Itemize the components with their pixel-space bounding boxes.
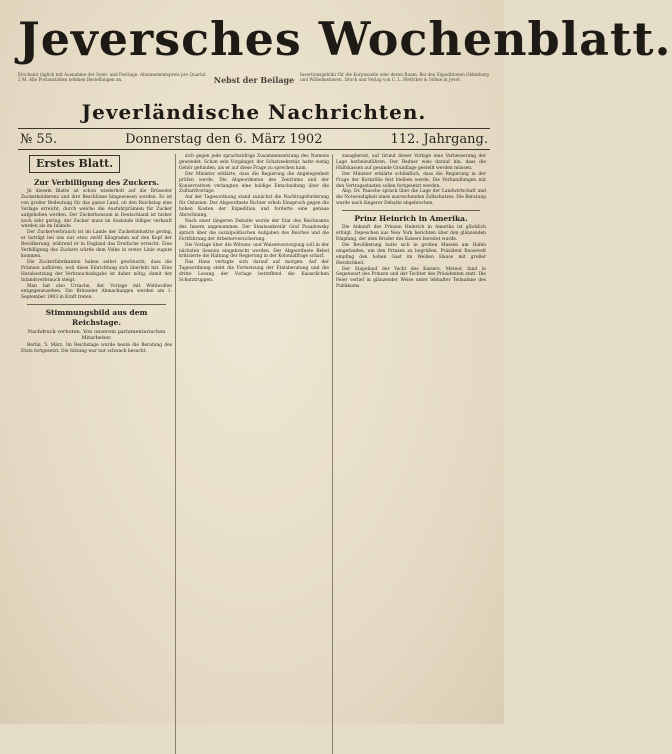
masthead: Jeversches Wochenblatt. — [18, 12, 672, 66]
issue-date: Donnerstag den 6. März 1902 — [125, 131, 323, 147]
article-title: Zur Verbilligung des Zuckers. — [33, 178, 160, 187]
subhead-left: Erscheint täglich mit Ausnahme der Sonn- und Festtage. Abonnementspreis pro Quartal 2 M. Alle Postanstalten nehmen Bestellungen an. — [18, 72, 206, 83]
paragraph: Die Ankunft des Prinzen Heinrich in Amerika ist glücklich erfolgt. Depeschen aus New York berichten über den glänzenden Empfang, der dem Bruder des Kaisers bereitet wurde. — [336, 225, 486, 242]
divider — [27, 304, 166, 305]
section-title: Erstes Blatt. — [29, 155, 120, 173]
column-1 — [18, 154, 175, 754]
subhead-center: Nebst der Beilage — [213, 75, 295, 85]
paragraph: Das Haus vertagte sich darauf auf morgen. Auf der Tagesordnung steht die Fortsetzung der Etatsberatung und die dritte Lesung der Vorlage betreffend die Kaiserlichen Schutztruppen. — [179, 260, 329, 284]
dateline — [18, 128, 490, 150]
paragraph: zusagbereit, auf Grund dieser Vorlage eine Verbesserung der Lage herbeizuführen. Der Redner wies darauf hin, dass die Hülfskassen auf gesunde Grundlage gestellt werden müssen. — [336, 154, 486, 171]
subtitle: Jeverländische Nachrichten. — [81, 100, 427, 124]
column-2 — [175, 154, 332, 754]
article-title-2: Stimmungsbild aus dem Reichstage. — [45, 308, 148, 328]
paragraph: Man hat also Ursache, der Vorlage mit Wohlwollen entgegenzusehen. Die Brüsseler Abmachungen werden am 1. September 1903 in Kraft treten. — [21, 283, 172, 301]
paragraph: Die Vorlage über die Witwen- und Waisenversorgung soll in der nächsten Session eingebracht werden. Der Abgeordnete Bebel kritisierte die Haltung der Regierung in der Kolonialfrage scharf. — [179, 242, 329, 260]
paragraph: Berlin, 5. März. Im Reichstage wurde heute die Beratung des Etats fortgesetzt. Die Sitzung war nur schwach besucht. — [21, 343, 172, 355]
paragraph: Der Zuckerverbrauch ist im Lande der Zuckerindustrie gering, er beträgt bei uns nur etwa zwölf Kilogramm auf den Kopf der Bevölkerung, während er in England das Dreifache erreicht. Eine Verbilligung des Zuckers würde dem Volke in erster Linie zugute kommen. — [21, 230, 172, 259]
column-3 — [332, 154, 489, 754]
article-subtitle: Nachdruck verboten. Von unserem parlamentarischen Mitarbeiter. — [27, 329, 166, 342]
paragraph: Die Zuckerfabrikanten haben selbst gewünscht, dass die Prämien aufhören, weil diese Einrichtung sich überlebt hat. Eine Herabsetzung der Verbrauchsabgabe ist daher nötig, damit der Inlandsverbrauch steigt. — [21, 259, 172, 283]
paragraph: Auf der Tagesordnung stand zunächst die Nachtragsforderung für Ostasien. Der Abgeordnete Richter erhob Einspruch gegen die hohen Kosten der Expedition und forderte eine genaue Abrechnung. — [179, 195, 329, 219]
article-title-3: Prinz Heinrich in Amerika. — [354, 214, 468, 224]
paragraph: Die Bevölkerung hatte sich in großen Massen am Hafen eingefunden, um den Prinzen zu begrüßen. Präsident Roosevelt empfing den hohen Gast im Weißen Hause mit großer Herzlichkeit. — [336, 242, 486, 266]
subhead-right: Insertionsgebühr für die Korpuszeile oder deren Raum. Bei den Expeditionen Oldenburg und Wilhelmshaven. Druck und Verlag von C. L. Mettcker & Söhne in Jever. — [300, 72, 489, 83]
paragraph: Der Stapellauf der Yacht des Kaisers, Meteor, fand in Gegenwart des Prinzen und der Tochter des Präsidenten statt. Die Feier verlief in glänzender Weise unter lebhafter Teilnahme des Publikums. — [336, 266, 486, 290]
paragraph: Jn diesem Blatte ist schon wiederholt auf die Brüsseler Zuckerkonferenz und ihre Beschlüsse hingewiesen worden. Es ist von großer Bedeutung für das ganze Land, ob den Reichstag eine Vorlage erreicht, durch welche die Ausfuhrprämien für Zucker aufgehoben werden. Der Zuckerkonsum in Deutschland ist bisher noch sehr gering; der Zucker muss im Auslande billiger verkauft werden als im Inlande. — [21, 189, 172, 230]
paragraph: Abg. Dr. Paasche sprach über die Lage der Landwirtschaft und die Notwendigkeit eines ausreichenden Zollschutzes. Die Beratung wurde nach längerer Debatte abgebrochen. — [336, 189, 486, 207]
columns — [18, 154, 490, 754]
paragraph: Nach einer längeren Debatte wurde der Etat des Reichsamts des Innern angenommen. Der Staatssekretär Graf Posadowsky sprach über die sozialpolitischen Aufgaben des Reiches und die Fortführung der Arbeiterversicherung. — [179, 218, 329, 242]
issue-number: № 55. — [20, 131, 58, 147]
paragraph: Der Minister erklärte schließlich, dass die Regierung in der Frage der Kornzölle fest bleiben werde. Die Verhandlungen mit den Vertragsstaaten sollen fortgesetzt werden. — [336, 171, 486, 189]
volume-year: 112. Jahrgang. — [390, 131, 488, 147]
divider — [342, 210, 480, 211]
paragraph: sich gegen jede sprachwidrige Zusammensetzung des Namens gewendet. Schon sein Vorgänger, der Schatzsekretär, hatte wenig Gehör gefunden, als er auf diese Frage zu sprechen kam. — [179, 154, 329, 171]
paragraph: Der Minister erklärte, dass die Regierung die Angelegenheit prüfen werde. Die Abgeordneten des Zentrums und der Konservativen verlangten eine baldige Entscheidung über die Zolltarifvorlage. — [179, 171, 329, 195]
